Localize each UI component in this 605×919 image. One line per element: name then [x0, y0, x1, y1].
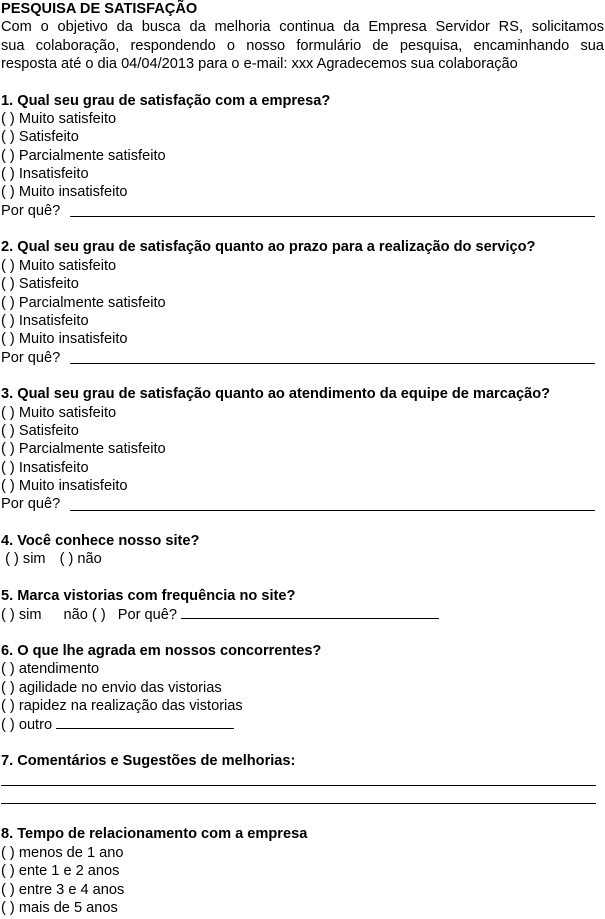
option[interactable]: ( ) Muito satisfeito — [1, 111, 117, 128]
option[interactable]: ( ) mais de 5 anos — [1, 899, 118, 916]
option[interactable]: ( ) agilidade no envio das vistorias — [1, 679, 222, 696]
question-6 — [1, 642, 604, 734]
question-title: 6. O que lhe agrada em nossos concorrentes? — [1, 643, 322, 660]
option[interactable]: ( ) atendimento — [1, 661, 100, 678]
option[interactable]: ( ) Muito satisfeito — [1, 404, 117, 421]
why-answer-line[interactable] — [70, 510, 595, 511]
why-label: Por quê? — [1, 202, 61, 219]
option[interactable]: ( ) Muito satisfeito — [1, 257, 117, 274]
intro-line: sua colaboração, respondendo o nosso formulário de pesquisa, encaminhando sua — [1, 37, 604, 54]
comment-line[interactable] — [1, 785, 596, 786]
option-no[interactable]: ( ) não — [59, 551, 102, 568]
option[interactable]: ( ) ente 1 e 2 anos — [1, 863, 120, 880]
question-title: 7. Comentários e Sugestões de melhorias: — [1, 753, 296, 770]
option[interactable]: ( ) entre 3 e 4 anos — [1, 881, 125, 898]
option[interactable]: ( ) Insatisfeito — [1, 166, 89, 183]
option[interactable]: ( ) Parcialmente satisfeito — [1, 294, 166, 311]
option[interactable]: ( ) Parcialmente satisfeito — [1, 147, 166, 164]
option[interactable]: ( ) Insatisfeito — [1, 459, 89, 476]
question-7 — [1, 752, 604, 807]
question-title: 1. Qual seu grau de satisfação com a empresa? — [1, 92, 331, 109]
document-title: PESQUISA DE SATISFAÇÃO — [1, 1, 198, 17]
option-yes[interactable]: ( ) sim — [1, 607, 42, 624]
option[interactable]: ( ) Insatisfeito — [1, 312, 89, 329]
intro-line: Com o objetivo da busca da melhoria continua da Empresa Servidor RS, solicitamos — [1, 19, 604, 36]
question-title: 3. Qual seu grau de satisfação quanto ao atendimento da equipe de marcação? — [1, 386, 551, 403]
why-label: Por quê? — [1, 496, 61, 513]
comment-line[interactable] — [1, 803, 596, 804]
question-title: 4. Você conhece nosso site? — [1, 532, 200, 549]
question-8 — [1, 825, 604, 917]
question-5 — [1, 587, 604, 624]
option[interactable]: ( ) Muito insatisfeito — [1, 331, 128, 348]
option-yes[interactable]: ( ) sim — [5, 551, 46, 568]
question-title: 5. Marca vistorias com frequência no site? — [1, 588, 296, 604]
option[interactable]: ( ) menos de 1 ano — [1, 844, 124, 861]
why-label: Por quê? — [1, 349, 61, 366]
question-1 — [1, 92, 604, 220]
option-other[interactable]: ( ) outro — [1, 717, 53, 734]
question-3 — [1, 385, 604, 513]
why-answer-line[interactable] — [181, 605, 439, 619]
intro-line: resposta até o dia 04/04/2013 para o e-mail: xxx Agradecemos sua colaboração — [1, 56, 518, 73]
question-title: 8. Tempo de relacionamento com a empresa — [1, 826, 308, 843]
option[interactable]: ( ) Satisfeito — [1, 422, 79, 439]
other-answer-line[interactable] — [56, 715, 234, 729]
question-2 — [1, 238, 604, 366]
question-4 — [1, 532, 604, 569]
intro-paragraph — [1, 18, 604, 73]
option[interactable]: ( ) Muito insatisfeito — [1, 184, 128, 201]
option-no[interactable]: não ( ) — [63, 607, 106, 624]
why-answer-line[interactable] — [70, 216, 595, 217]
option[interactable]: ( ) Parcialmente satisfeito — [1, 441, 166, 458]
why-answer-line[interactable] — [70, 363, 595, 364]
question-title: 2. Qual seu grau de satisfação quanto ao prazo para a realização do serviço? — [1, 239, 536, 256]
option[interactable]: ( ) rapidez na realização das vistorias — [1, 698, 243, 715]
option[interactable]: ( ) Satisfeito — [1, 129, 79, 146]
option[interactable]: ( ) Satisfeito — [1, 276, 79, 293]
why-label: Por quê? — [117, 607, 177, 624]
option[interactable]: ( ) Muito insatisfeito — [1, 477, 128, 494]
